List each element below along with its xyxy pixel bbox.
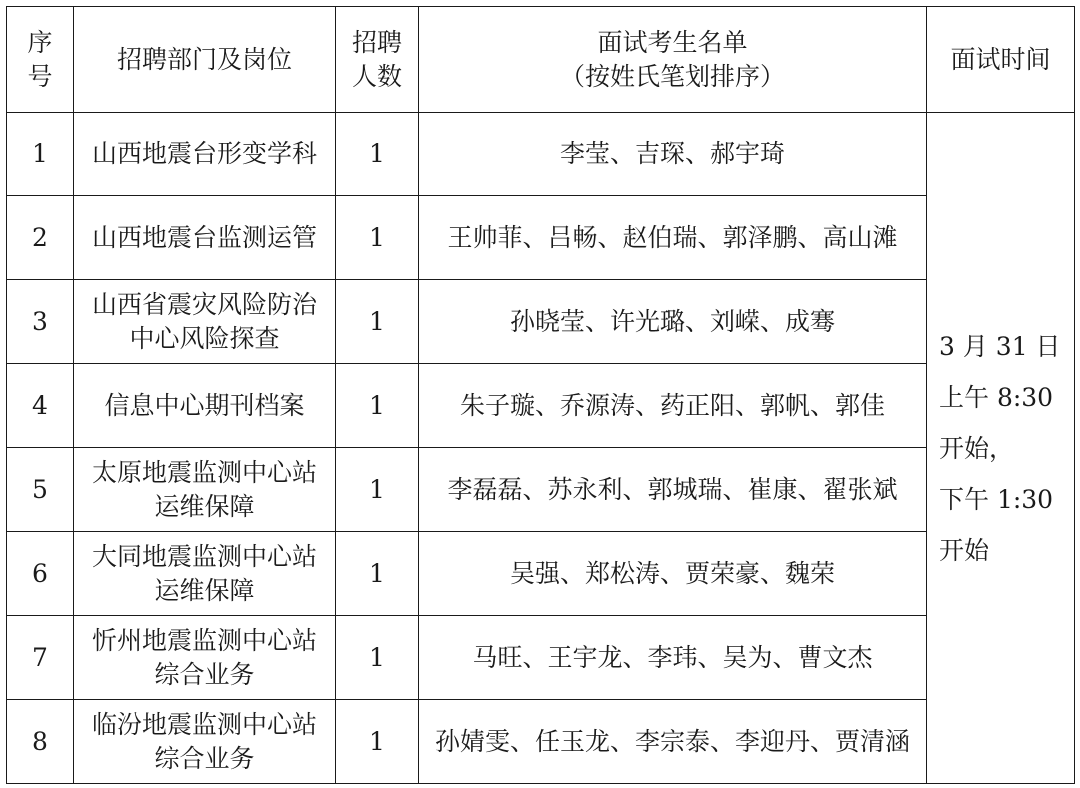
table-row <box>7 616 1075 700</box>
dept-line: 太原地震监测中心站 <box>91 457 317 487</box>
row-names: 孙晓莹、许光璐、刘嵘、成骞 <box>419 280 927 364</box>
row-seq: 2 <box>7 196 74 280</box>
row-seq: 3 <box>7 280 74 364</box>
row-count: 1 <box>336 113 419 196</box>
row-count: 1 <box>336 700 419 784</box>
row-count: 1 <box>336 532 419 616</box>
row-count: 1 <box>336 364 419 448</box>
interview-time-cell <box>927 113 1075 784</box>
row-dept <box>74 364 336 448</box>
table-row <box>7 448 1075 532</box>
row-names: 李莹、吉琛、郝宇琦 <box>419 113 927 196</box>
table-row <box>7 196 1075 280</box>
table-row <box>7 364 1075 448</box>
dept-line: 忻州地震监测中心站 <box>91 625 317 655</box>
row-dept <box>74 532 336 616</box>
row-dept <box>74 113 336 196</box>
row-names: 孙婧雯、任玉龙、李宗泰、李迎丹、贾清涵 <box>419 700 927 784</box>
header-row <box>7 7 1075 113</box>
row-dept <box>74 616 336 700</box>
row-seq: 4 <box>7 364 74 448</box>
header-count: 招聘 人数 <box>336 7 419 113</box>
row-dept <box>74 700 336 784</box>
header-seq: 序 号 <box>7 7 74 113</box>
row-dept <box>74 280 336 364</box>
table-row <box>7 280 1075 364</box>
time-line: 开始 <box>939 535 990 565</box>
time-line: 3 月 31 日 <box>939 331 1061 361</box>
dept-line: 信息中心期刊档案 <box>104 390 305 420</box>
dept-line: 山西省震灾风险防治 <box>91 289 317 319</box>
row-dept <box>74 196 336 280</box>
row-count: 1 <box>336 616 419 700</box>
table-row <box>7 700 1075 784</box>
time-line: 上午 8:30 <box>939 382 1054 412</box>
dept-line: 中心风险探查 <box>129 323 280 353</box>
dept-line: 运维保障 <box>154 491 255 521</box>
row-names: 吴强、郑松涛、贾荣豪、魏荣 <box>419 532 927 616</box>
interview-schedule-table <box>6 6 1075 784</box>
dept-line: 综合业务 <box>154 743 255 773</box>
time-line: 开始， <box>939 433 1015 463</box>
table-row <box>7 532 1075 616</box>
row-seq: 7 <box>7 616 74 700</box>
row-seq: 1 <box>7 113 74 196</box>
row-names: 王帅菲、吕畅、赵伯瑞、郭泽鹏、高山滩 <box>419 196 927 280</box>
row-names: 朱子璇、乔源涛、药正阳、郭帆、郭佳 <box>419 364 927 448</box>
dept-line: 运维保障 <box>154 575 255 605</box>
time-line: 下午 1:30 <box>939 484 1054 514</box>
row-seq: 6 <box>7 532 74 616</box>
header-time: 面试时间 <box>927 7 1075 113</box>
dept-line: 临汾地震监测中心站 <box>91 709 317 739</box>
dept-line: 综合业务 <box>154 659 255 689</box>
dept-line: 山西地震台监测运管 <box>91 222 317 252</box>
table-row <box>7 113 1075 196</box>
row-names: 李磊磊、苏永利、郭城瑞、崔康、翟张斌 <box>419 448 927 532</box>
dept-line: 大同地震监测中心站 <box>91 541 317 571</box>
row-seq: 5 <box>7 448 74 532</box>
dept-line: 山西地震台形变学科 <box>91 139 317 168</box>
row-count: 1 <box>336 448 419 532</box>
row-seq: 8 <box>7 700 74 784</box>
row-count: 1 <box>336 280 419 364</box>
row-dept <box>74 448 336 532</box>
header-dept: 招聘部门及岗位 <box>74 7 336 113</box>
header-names: 面试考生名单 （按姓氏笔划排序） <box>419 7 927 113</box>
row-names: 马旺、王宇龙、李玮、吴为、曹文杰 <box>419 616 927 700</box>
row-count: 1 <box>336 196 419 280</box>
